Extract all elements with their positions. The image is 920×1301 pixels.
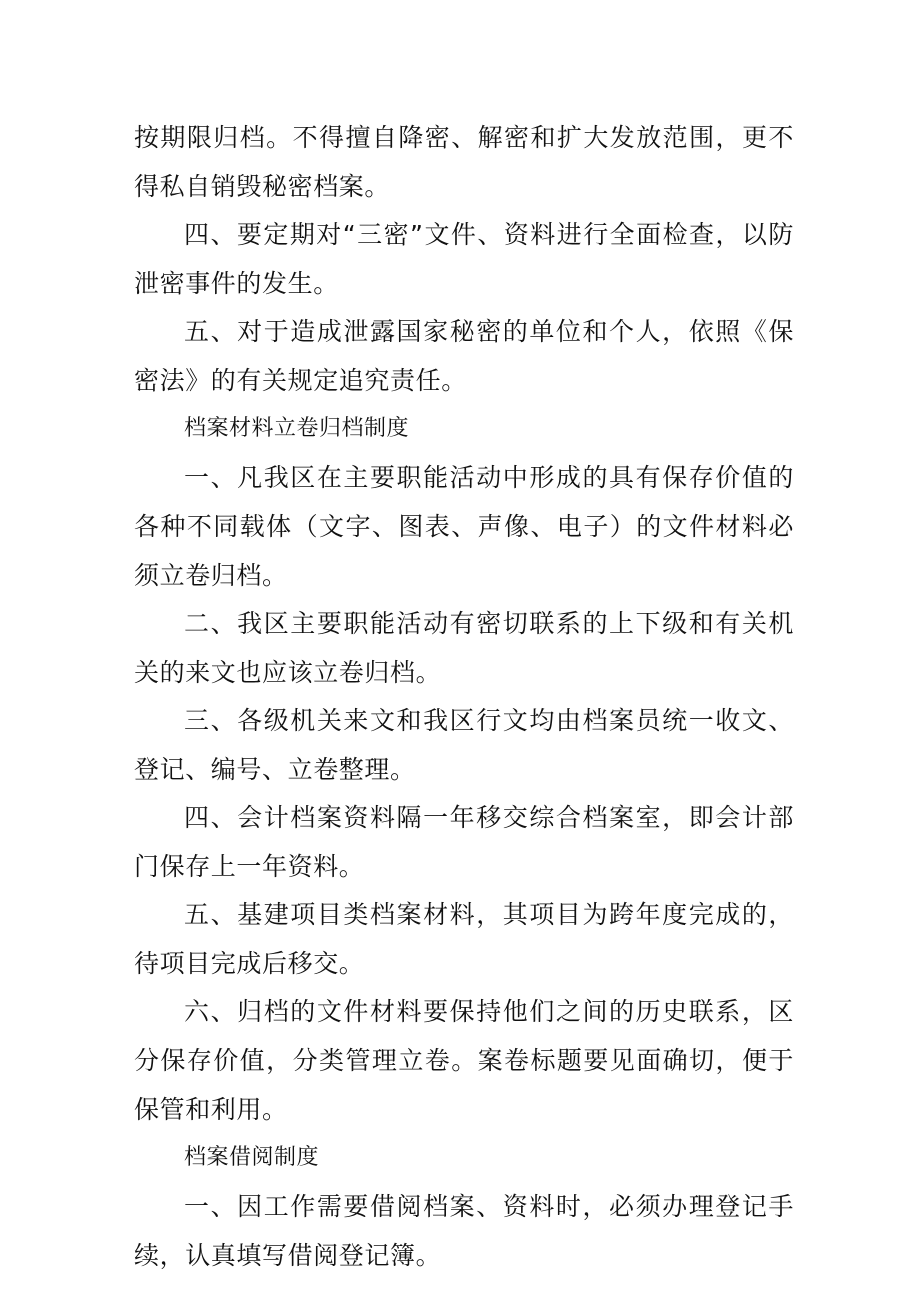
document-body (134, 113, 794, 1279)
paragraph-filing-rule-6: 六、归档的文件材料要保持他们之间的历史联系，区分保存价值，分类管理立卷。案卷标题要见面确切，便于保管和利用。 (134, 997, 794, 1124)
paragraph-filing-rule-1: 一、凡我区在主要职能活动中形成的具有保存价值的各种不同载体（文字、图表、声像、电子）的文件材料必须立卷归档。 (134, 463, 794, 590)
paragraph-filing-rule-5: 五、基建项目类档案材料，其项目为跨年度完成的，待项目完成后移交。 (134, 900, 794, 978)
section-heading-borrowing-rules: 档案借阅制度 (184, 1145, 320, 1170)
paragraph-borrowing-rule-1: 一、因工作需要借阅档案、资料时，必须办理登记手续，认真填写借阅登记簿。 (134, 1192, 794, 1270)
paragraph-filing-rule-3: 三、各级机关来文和我区行文均由档案员统一收文、登记、编号、立卷整理。 (134, 706, 794, 784)
paragraph-regular-inspection: 四、要定期对“三密”文件、资料进行全面检查，以防泄密事件的发生。 (134, 220, 794, 298)
section-heading-filing-rules: 档案材料立卷归档制度 (184, 416, 410, 441)
paragraph-archive-deadline: 按期限归档。不得擅自降密、解密和扩大发放范围，更不得私自销毁秘密档案。 (134, 123, 794, 201)
paragraph-filing-rule-2: 二、我区主要职能活动有密切联系的上下级和有关机关的来文也应该立卷归档。 (134, 609, 794, 687)
paragraph-liability: 五、对于造成泄露国家秘密的单位和个人，依照《保密法》的有关规定追究责任。 (134, 317, 794, 395)
paragraph-filing-rule-4: 四、会计档案资料隔一年移交综合档案室，即会计部门保存上一年资料。 (134, 803, 794, 881)
